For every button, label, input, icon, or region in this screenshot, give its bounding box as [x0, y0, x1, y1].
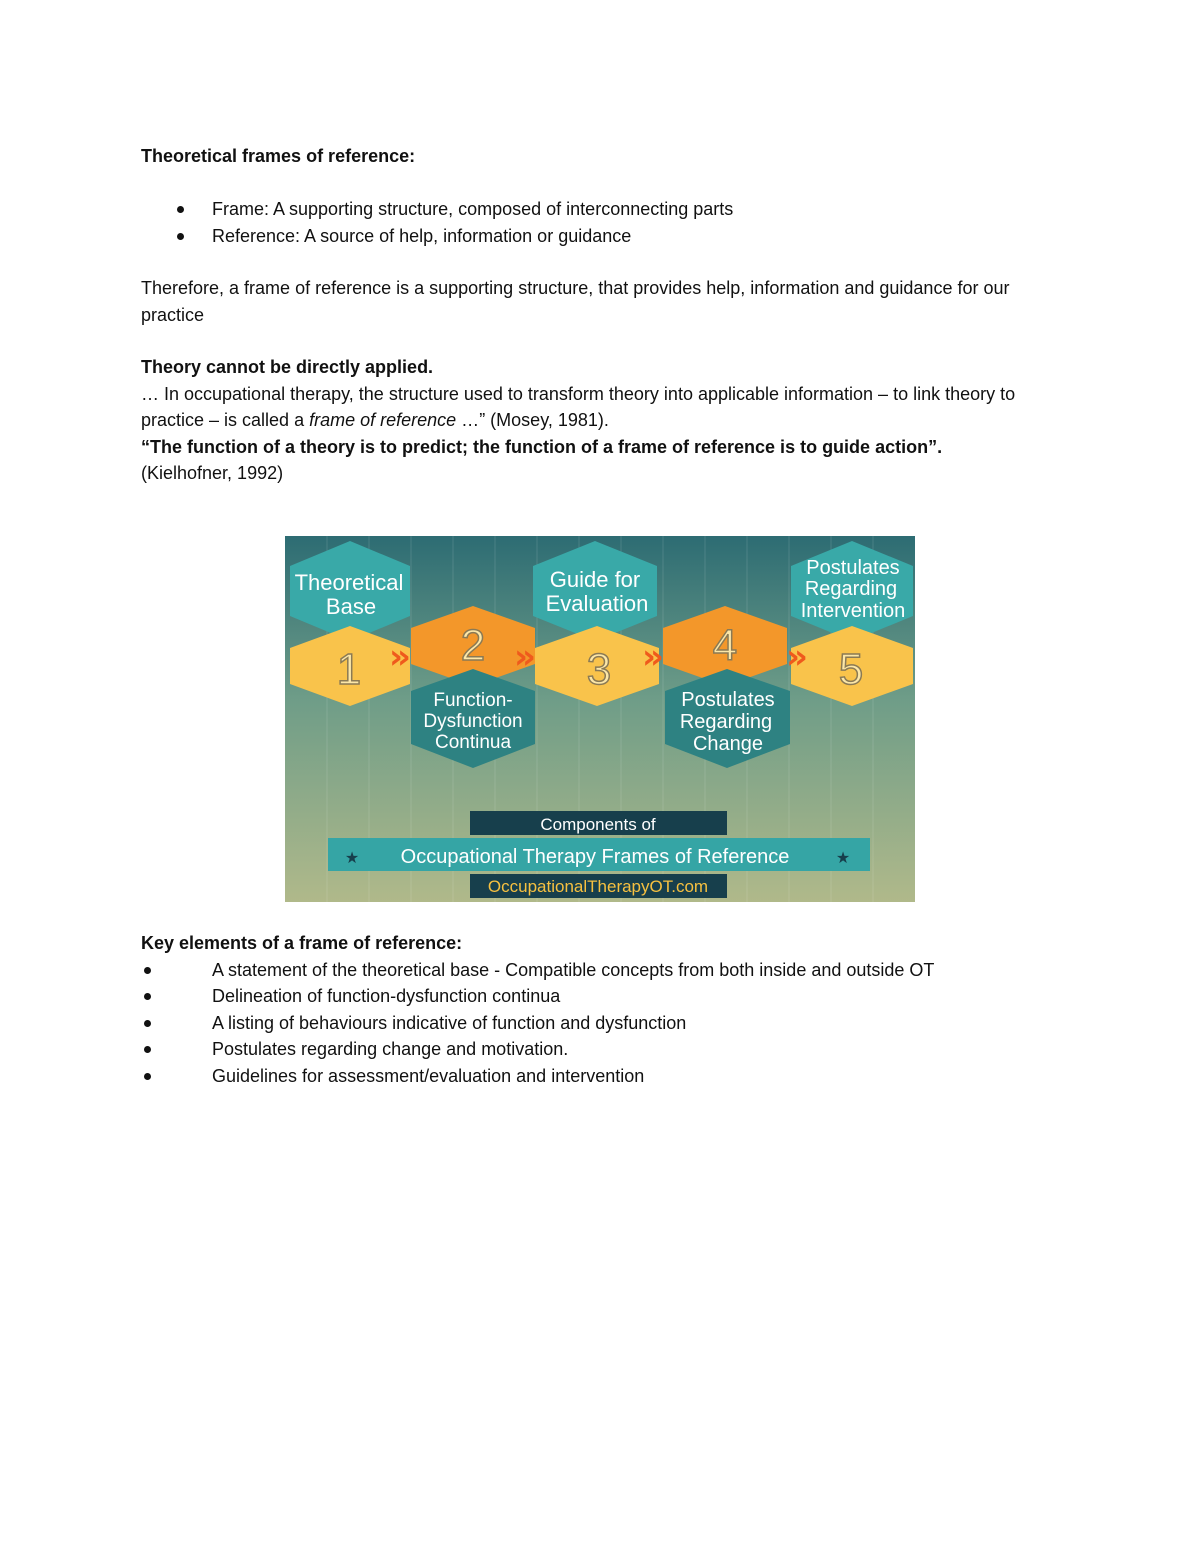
list-item: A listing of behaviours indicative of function and dysfunction [141, 1010, 1061, 1037]
section-heading: Key elements of a frame of reference: [141, 933, 463, 953]
guide-label-line1: Guide for [549, 567, 641, 592]
step-number-5: 5 [838, 645, 864, 694]
list-item: Reference: A source of help, information or guidance [141, 223, 1061, 250]
step-number-1: 1 [336, 645, 362, 694]
section-heading: Theoretical frames of reference: [141, 146, 416, 166]
kielhofner-citation: (Kielhofner, 1992) [141, 463, 284, 483]
quote-text: … In occupational therapy, the structure used to transform theory into applicable information – to link theory to practice – is called a [141, 383, 1016, 430]
site-text: OccupationalTherapyOT.com [487, 877, 709, 896]
mosey-quote [141, 381, 1041, 434]
function-label-line3: Continua [434, 732, 512, 753]
list-item: Delineation of function-dysfunction continua [141, 983, 1061, 1010]
diagram-svg [285, 536, 915, 902]
function-label-line2: Dysfunction [423, 711, 523, 732]
postulates-change-label-line1: Postulates [681, 689, 775, 711]
list-item: Frame: A supporting structure, composed of interconnecting parts [141, 196, 1061, 223]
bullet-list [141, 957, 1061, 1090]
section-theory [141, 354, 1061, 487]
postulates-change-label-line2: Regarding [679, 711, 773, 733]
banner-main-text: Occupational Therapy Frames of Reference [400, 846, 790, 868]
section-frames [141, 143, 1061, 170]
quote-citation: ” (Mosey, 1981). [479, 410, 609, 430]
guide-label-line2: Evaluation [545, 591, 649, 616]
theoretical-label-line1: Theoretical [294, 570, 404, 595]
postulates-int-label-line2: Regarding [804, 578, 898, 600]
list-item: Guidelines for assessment/evaluation and intervention [141, 1063, 1061, 1090]
step-number-4: 4 [712, 621, 738, 670]
frames-of-reference-diagram [285, 536, 915, 902]
step-number-2: 2 [460, 621, 486, 670]
arrow-icon: » [389, 637, 411, 677]
quote-ellipsis: … [456, 410, 480, 430]
theoretical-label-line2: Base [325, 594, 377, 619]
bullet-list [141, 196, 1061, 249]
postulates-int-label-line1: Postulates [806, 557, 900, 579]
star-icon: ★ [344, 848, 360, 867]
therefore-paragraph [141, 275, 1046, 328]
arrow-icon: » [642, 637, 664, 677]
step-number-3: 3 [586, 645, 612, 694]
paragraph: Therefore, a frame of reference is a supporting structure, that provides help, information and guidance for our practice [141, 278, 1010, 325]
list-item: Postulates regarding change and motivation. [141, 1036, 1061, 1063]
postulates-change-label-line3: Change [692, 733, 764, 755]
kielhofner-quote: “The function of a theory is to predict; the function of a frame of reference is to guide action”. [141, 436, 943, 457]
arrow-icon: » [514, 637, 536, 677]
function-label-line1: Function- [433, 690, 513, 711]
star-icon: ★ [835, 848, 851, 867]
section-heading: Theory cannot be directly applied. [141, 357, 434, 377]
list-item: A statement of the theoretical base - Compatible concepts from both inside and outside OT [141, 957, 1061, 984]
section-key-elements [141, 930, 1061, 1089]
postulates-int-label-line3: Intervention [800, 600, 906, 622]
quote-italic: frame of reference [309, 410, 457, 430]
banner-top-text: Components of [540, 815, 656, 834]
frames-bullets [141, 196, 1061, 249]
arrow-icon: » [786, 637, 808, 677]
